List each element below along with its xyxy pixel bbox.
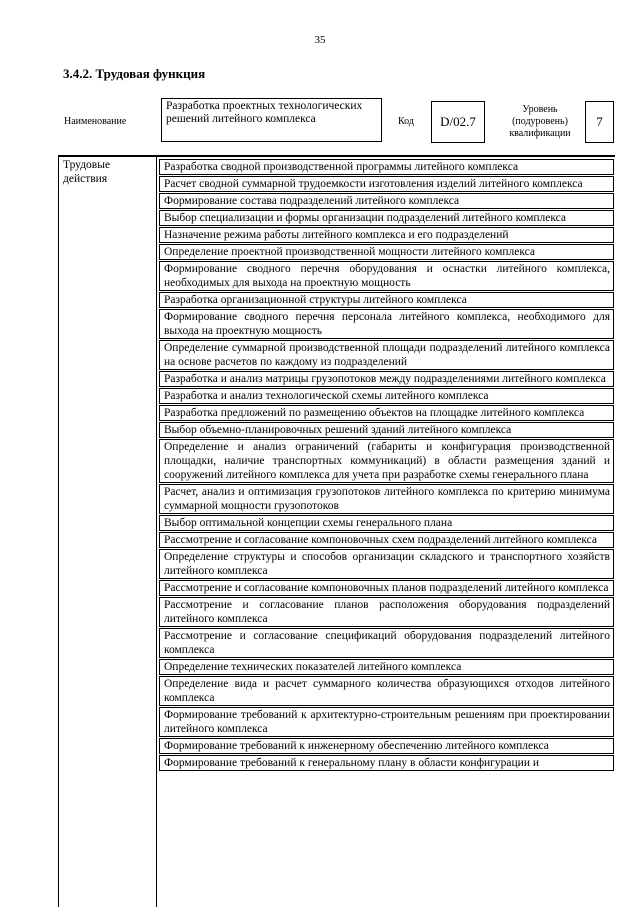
action-row: Формирование требований к архитектурно-строительным решениям при проектировании литейного комплекса [159, 707, 614, 737]
action-row: Расчет сводной суммарной трудоемкости изготовления изделий литейного комплекса [159, 176, 614, 192]
function-name-box: Разработка проектных технологических решений литейного комплекса [161, 98, 382, 142]
action-row: Рассмотрение и согласование планов расположения оборудования подразделений литейного комплекса [159, 597, 614, 627]
name-label: Наименование [64, 116, 127, 127]
level-label: Уровень (подуровень) квалификации [509, 104, 571, 139]
action-row: Определение структуры и способов организации складского и транспортного хозяйств литейного комплекса [159, 549, 614, 579]
actions-label: Трудовые действия [59, 157, 157, 907]
action-row: Формирование сводного перечня персонала литейного комплекса, необходимого для выхода на проектную мощность [159, 309, 614, 339]
section-title: 3.4.2. Трудовая функция [63, 66, 206, 81]
action-row: Назначение режима работы литейного комплекса и его подразделений [159, 227, 614, 243]
code-box: D/02.7 [431, 101, 485, 143]
action-row: Определение проектной производственной мощности литейного комплекса [159, 244, 614, 260]
action-row: Определение технических показателей литейного комплекса [159, 659, 614, 675]
action-row: Выбор объемно-планировочных решений зданий литейного комплекса [159, 422, 614, 438]
action-row: Разработка предложений по размещению объектов на площадке литейного комплекса [159, 405, 614, 421]
action-row: Формирование сводного перечня оборудования и оснастки литейного комплекса, необходимых для выхода на проектную мощность [159, 261, 614, 291]
action-row: Рассмотрение и согласование компоновочных планов подразделений литейного комплекса [159, 580, 614, 596]
action-row: Разработка сводной производственной программы литейного комплекса [159, 159, 614, 175]
action-row: Определение суммарной производственной площади подразделений литейного комплекса на основе расчетов по каждому из подразделений [159, 340, 614, 370]
actions-table [58, 155, 615, 907]
action-row: Формирование требований к инженерному обеспечению литейного комплекса [159, 738, 614, 754]
action-row: Определение и анализ ограничений (габариты и конфигурация производственной площадки, наличие транспортных коммуникаций) в области размещения зданий и сооружений литейного комплекса для учета при разработке схемы генерального плана [159, 439, 614, 483]
page-number: 35 [314, 34, 326, 46]
action-row: Формирование состава подразделений литейного комплекса [159, 193, 614, 209]
action-row: Выбор оптимальной концепции схемы генерального плана [159, 515, 614, 531]
level-box: 7 [585, 101, 614, 143]
action-row: Разработка организационной структуры литейного комплекса [159, 292, 614, 308]
action-row: Разработка и анализ технологической схемы литейного комплекса [159, 388, 614, 404]
code-label: Код [398, 116, 414, 127]
action-row: Определение вида и расчет суммарного количества образующихся отходов литейного комплекса [159, 676, 614, 706]
action-row: Рассмотрение и согласование компоновочных схем подразделений литейного комплекса [159, 532, 614, 548]
actions-list [159, 159, 614, 772]
action-row: Разработка и анализ матрицы грузопотоков между подразделениями литейного комплекса [159, 371, 614, 387]
action-row: Расчет, анализ и оптимизация грузопотоков литейного комплекса по критерию минимума суммарной мощности грузопотоков [159, 484, 614, 514]
action-row: Рассмотрение и согласование спецификаций оборудования подразделений литейного комплекса [159, 628, 614, 658]
action-row: Выбор специализации и формы организации подразделений литейного комплекса [159, 210, 614, 226]
action-row: Формирование требований к генеральному плану в области конфигурации и [159, 755, 614, 771]
